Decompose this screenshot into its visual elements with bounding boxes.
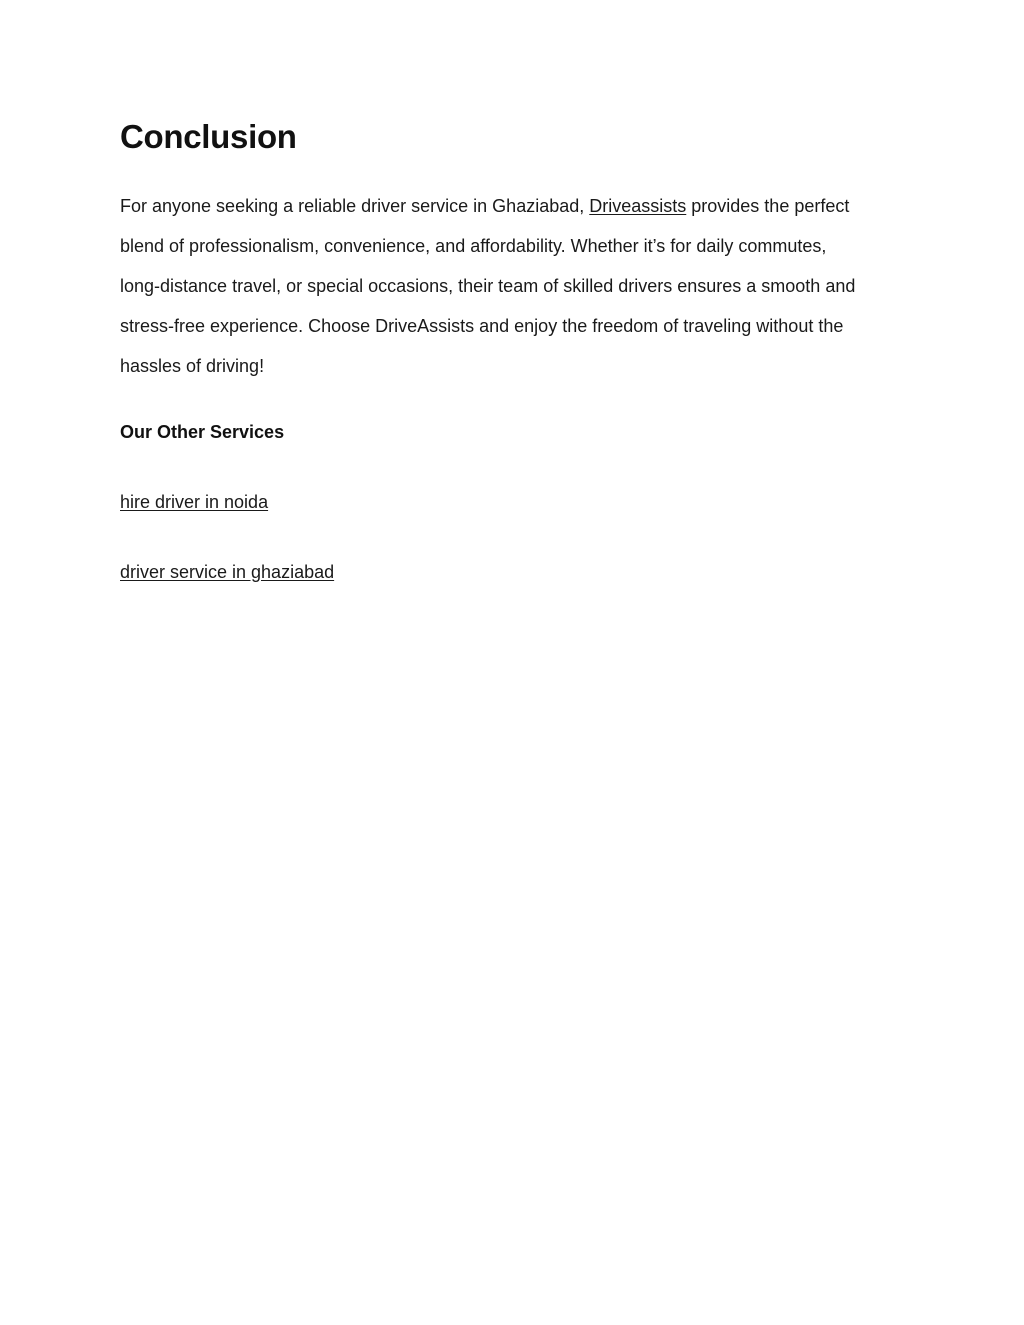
paragraph-line-3: long-distance travel, or special occasions, their team of skilled drivers ensures a smooth and bbox=[120, 276, 856, 296]
paragraph-text: provides the perfect bbox=[686, 196, 850, 216]
paragraph-line-1 bbox=[120, 186, 890, 226]
paragraph-line-4: stress-free experience. Choose DriveAssists and enjoy the freedom of traveling without the bbox=[120, 316, 844, 336]
service-link-item bbox=[120, 492, 268, 513]
hire-driver-noida-link[interactable]: hire driver in noida bbox=[120, 492, 269, 512]
other-services-heading: Our Other Services bbox=[120, 422, 285, 442]
paragraph-text: For anyone seeking a reliable driver service in Ghaziabad, bbox=[120, 196, 590, 216]
service-link-item bbox=[120, 562, 334, 583]
conclusion-paragraph bbox=[120, 186, 890, 386]
page-title: Conclusion bbox=[120, 118, 297, 155]
driveassists-link[interactable]: Driveassists bbox=[589, 196, 687, 216]
driver-service-ghaziabad-link[interactable]: driver service in ghaziabad bbox=[120, 562, 335, 582]
paragraph-line-2: blend of professionalism, convenience, and affordability. Whether it’s for daily commutes, bbox=[120, 236, 827, 256]
paragraph-line-5: hassles of driving! bbox=[120, 356, 265, 376]
